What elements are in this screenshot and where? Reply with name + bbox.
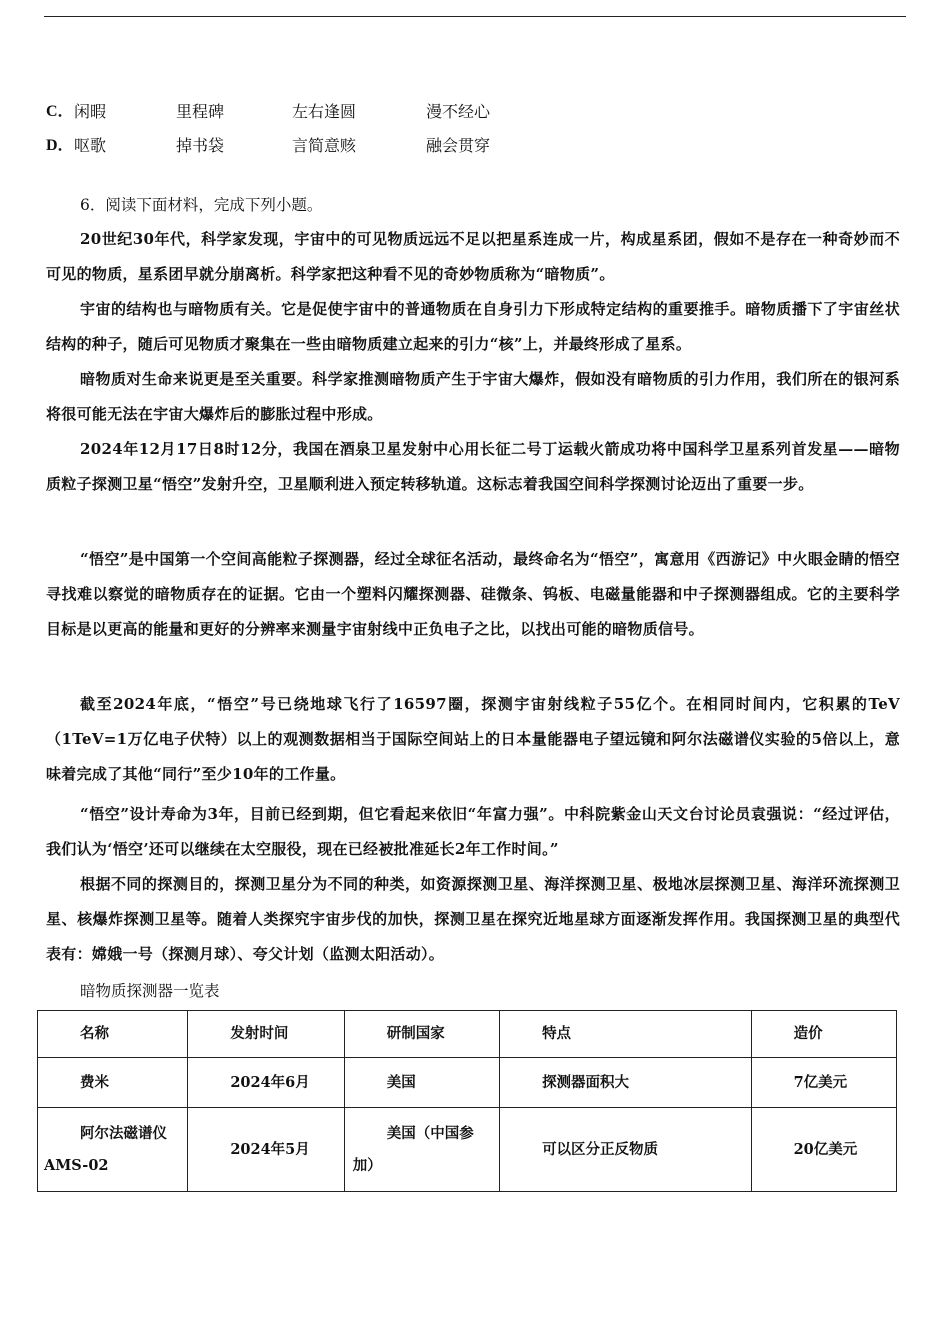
table-cell: 可以区分正反物质 bbox=[542, 1140, 659, 1158]
table-cell: 美国（中国参加） bbox=[352, 1124, 474, 1174]
table-header-cell: 造价 bbox=[793, 1025, 823, 1042]
paragraph: 截至2024年底，“悟空”号已绕地球飞行了16597圈，探测宇宙射线粒子55亿个。在相同时间内，它积累的TeV（1TeV=1万亿电子伏特）以上的观测数据相当于国际空间站上的日本量能器电子望远镜和阿尔法磁谱仪实验的5倍以上，意味着完成了其他“同行”至少10年的工作量。 bbox=[46, 695, 900, 783]
paragraph: “悟空”是中国第一个空间高能粒子探测器，经过全球征名活动，最终命名为“悟空”，寓意用《西游记》中火眼金睛的悟空寻找难以察觉的暗物质存在的证据。它由一个塑料闪耀探测器、硅微条、钨板、电磁量能器和中子探测器组成。它的主要科学目标是以更高的能量和更好的分辨率来测量宇宙射线中正负电子之比，以找出可能的暗物质信号。 bbox=[46, 550, 900, 638]
table-header-cell: 名称 bbox=[80, 1025, 109, 1042]
header-rule bbox=[44, 16, 906, 17]
paragraph: 宇宙的结构也与暗物质有关。它是促使宇宙中的普通物质在自身引力下形成特定结构的重要推手。暗物质播下了宇宙丝状结构的种子，随后可见物质才聚集在一些由暗物质建立起来的引力“核”上，并最终形成了星系。 bbox=[46, 300, 900, 353]
table-header-row bbox=[38, 1011, 897, 1058]
table-cell: 阿尔法磁谱仪AMS-02 bbox=[44, 1124, 167, 1174]
table-cell: 美国 bbox=[386, 1073, 416, 1091]
paragraph: 2024年12月17日8时12分，我国在酒泉卫星发射中心用长征二号丁运载火箭成功将中国科学卫星系列首发星——暗物质粒子探测卫星“悟空”发射升空，卫星顺利进入预定转移轨道。这标志着我国空间科学探测讨论迈出了重要一步。 bbox=[46, 440, 900, 493]
option-letter: D． bbox=[46, 137, 74, 154]
table-row bbox=[38, 1058, 897, 1108]
table-cell: 探测器面积大 bbox=[542, 1073, 630, 1091]
option-letter: C． bbox=[46, 103, 74, 120]
question-header: 6．阅读下面材料，完成下列小题。 bbox=[80, 196, 323, 214]
option-word: 融会贯穿 bbox=[426, 136, 491, 155]
table-header-cell: 研制国家 bbox=[386, 1025, 445, 1042]
option-word: 掉书袋 bbox=[176, 136, 225, 155]
paragraph: 20世纪30年代，科学家发现，宇宙中的可见物质远远不足以把星系连成一片，构成星系团，假如不是存在一种奇妙而不可见的物质，星系团早就分崩离析。科学家把这种看不见的奇妙物质称为“暗物质”。 bbox=[46, 230, 900, 283]
table-header-cell: 发射时间 bbox=[230, 1025, 289, 1042]
option-word: 里程碑 bbox=[176, 102, 225, 121]
table-cell: 20亿美元 bbox=[793, 1140, 858, 1158]
table-caption: 暗物质探测器一览表 bbox=[80, 982, 220, 1000]
table-cell: 2024年6月 bbox=[230, 1073, 310, 1091]
table-row bbox=[38, 1108, 897, 1192]
option-word: 闲暇 bbox=[74, 102, 107, 121]
option-word: 呕歌 bbox=[74, 136, 107, 155]
paragraph: “悟空”设计寿命为3年，目前已经到期，但它看起来依旧“年富力强”。中科院紫金山天文台讨论员袁强说：“经过评估，我们认为‘悟空’还可以继续在太空服役，现在已经被批准延长2年工作时间。” bbox=[46, 805, 900, 858]
detector-table bbox=[37, 1010, 897, 1192]
table-header-cell: 特点 bbox=[542, 1025, 572, 1042]
table-cell: 2024年5月 bbox=[230, 1140, 310, 1158]
option-word: 言简意赅 bbox=[292, 136, 357, 155]
table-cell: 费米 bbox=[80, 1073, 109, 1091]
paragraph: 根据不同的探测目的，探测卫星分为不同的种类，如资源探测卫星、海洋探测卫星、极地冰层探测卫星、海洋环流探测卫星、核爆炸探测卫星等。随着人类探究宇宙步伐的加快，探测卫星在探究近地星球方面逐渐发挥作用。我国探测卫星的典型代表有：嫦娥一号（探测月球）、夸父计划（监测太阳活动）。 bbox=[46, 875, 900, 963]
paragraph: 暗物质对生命来说更是至关重要。科学家推测暗物质产生于宇宙大爆炸，假如没有暗物质的引力作用，我们所在的银河系将很可能无法在宇宙大爆炸后的膨胀过程中形成。 bbox=[46, 370, 900, 423]
table-cell: 7亿美元 bbox=[793, 1073, 848, 1091]
option-word: 左右逢圆 bbox=[292, 102, 357, 121]
option-word: 漫不经心 bbox=[426, 102, 491, 121]
